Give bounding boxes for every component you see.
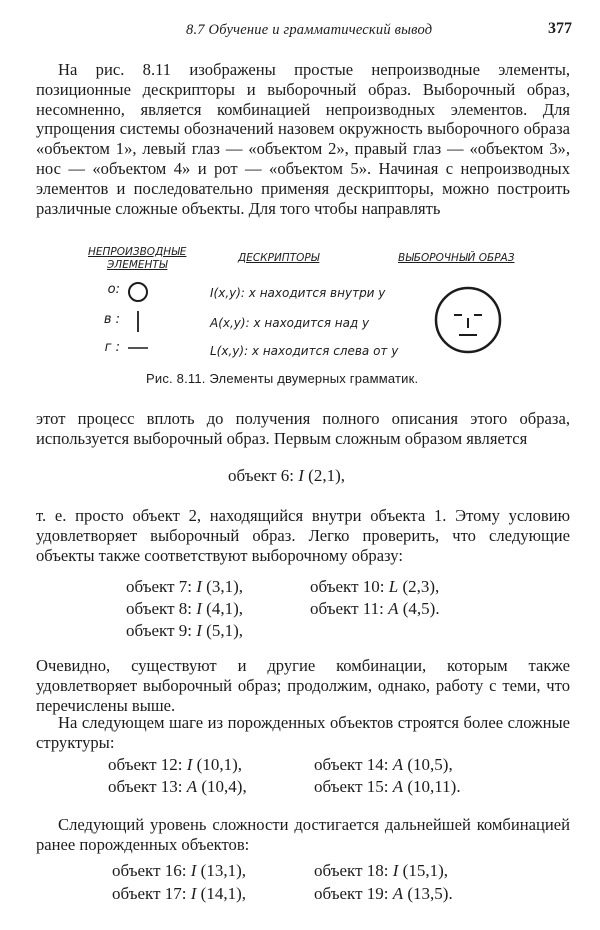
formula-object-6: объект 6: I (2,1), [228, 466, 345, 485]
formula-object-17: объект 17: I (14,1), [112, 884, 246, 903]
primitive-label: в : [103, 312, 120, 327]
formula-object-11: объект 11: A (4,5). [310, 599, 440, 618]
formula-object-9: объект 9: I (5,1), [126, 621, 243, 640]
figure-header-primitives: НЕПРОИЗВОДНЫЕ ЭЛЕМЕНТЫ [88, 246, 187, 271]
circle-icon [126, 280, 150, 304]
paragraph-next-level: Следующий уровень сложности достигается дальнейшей комбинацией ранее порожденных объектов: [36, 815, 570, 854]
formula-object-16: объект 16: I (13,1), [112, 861, 246, 880]
primitive-label: г : [104, 340, 120, 355]
primitive-label: o: [107, 282, 120, 297]
figure-caption: Рис. 8.11. Элементы двумерных грамматик. [146, 371, 419, 386]
formula-object-7: объект 7: I (3,1), [126, 577, 243, 596]
formula-object-13: объект 13: A (10,4), [108, 777, 247, 796]
formula-object-14: объект 14: A (10,5), [314, 755, 453, 774]
paragraph-process: этот процесс вплоть до получения полного описания этого образа, используется выборочный образ. Первым сложным образом является [36, 409, 570, 448]
horizontal-line-icon [126, 338, 150, 362]
figure-header-sample: ВЫБОРОЧНЫЙ ОБРАЗ [398, 252, 515, 264]
vertical-line-icon [126, 310, 150, 334]
running-header [36, 20, 572, 42]
paragraph-next-step: На следующем шаге из порожденных объектов строятся более сложные структуры: [36, 713, 570, 752]
paragraph-check: т. е. просто объект 2, находящийся внутри объекта 1. Этому условию удовлетворяет выборочный образ. Легко проверить, что следующие объекты также соответствуют выборочному образу: [36, 506, 570, 565]
paragraph-other-combinations: Очевидно, существуют и другие комбинации, которым также удовлетворяет выборочный образ; продолжим, однако, работу с теми, что перечислены выше. [36, 656, 570, 715]
figure-header-descriptors: ДЕСКРИПТОРЫ [238, 252, 320, 264]
sample-face-icon [432, 284, 504, 356]
formula-object-15: объект 15: A (10,11). [314, 777, 461, 796]
primitive-row [86, 338, 166, 360]
descriptor-left-of: L(x,y): x находится слева от y [210, 344, 399, 358]
descriptor-above: A(x,y): x находится над y [210, 316, 370, 330]
page-number: 377 [548, 20, 572, 37]
primitive-row [86, 310, 166, 332]
figure-8-11 [80, 240, 520, 390]
formula-object-8: объект 8: I (4,1), [126, 599, 243, 618]
formula-object-10: объект 10: L (2,3), [310, 577, 440, 596]
paragraph-intro: На рис. 8.11 изображены простые непроизводные элементы, позиционные дескрипторы и выборочный образ. Выборочный образ, несомненно, является комбинацией непроизводных элементов. Для упрощения системы обозначений назовем окружность выборочного образа «объектом 1», левый глаз — «объектом 2», правый глаз — «объектом 3», нос — «объектом 4» и рот — «объектом 5». Начиная с непроизводных элементов и последовательно применяя дескрипторы, можно построить различные сложные объекты. Для того чтобы направлять [36, 60, 570, 218]
formula-object-12: объект 12: I (10,1), [108, 755, 242, 774]
descriptor-inside: I(x,y): x находится внутри y [210, 286, 386, 300]
formula-object-19: объект 19: A (13,5). [314, 884, 453, 903]
section-title: 8.7 Обучение и грамматический вывод [186, 22, 433, 38]
formula-object-18: объект 18: I (15,1), [314, 861, 448, 880]
primitive-row [86, 280, 166, 302]
